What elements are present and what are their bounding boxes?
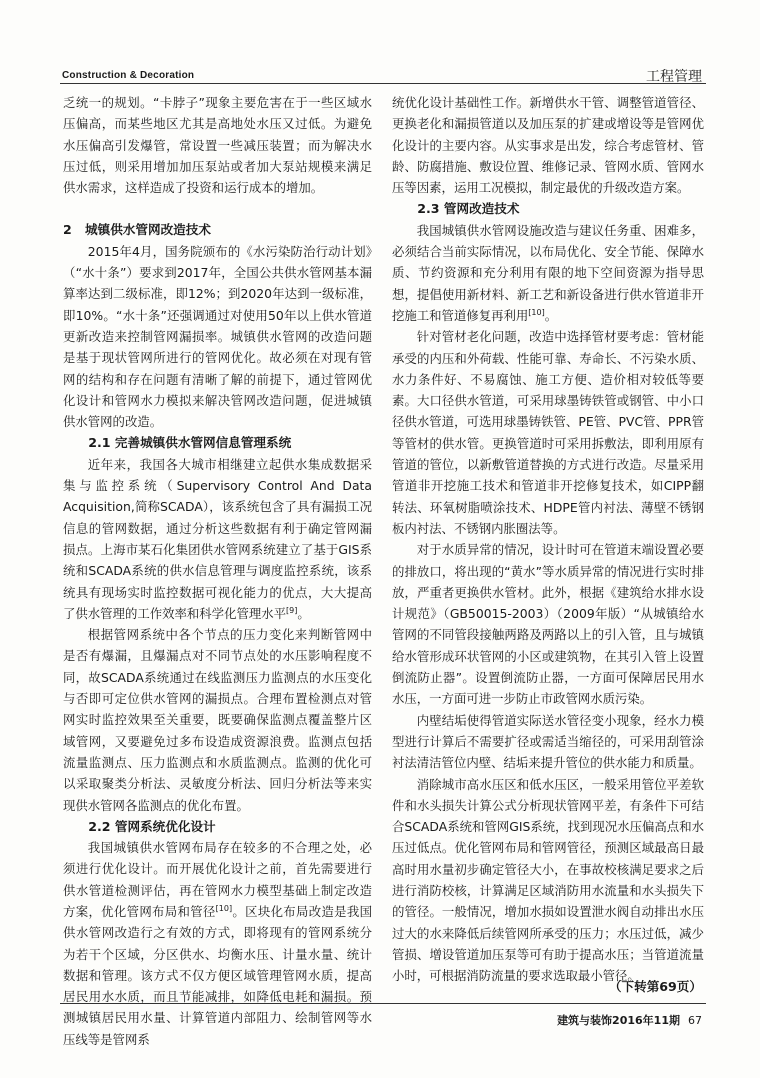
paragraph-text: 。 [297,605,310,621]
paragraph-text: 我国城镇供水管网布局存在较多的不合理之处，必须进行优化设计。而开展优化设计之前，首先需要进行供水管道检测评估，再在管网水力模型基础上制定改造方案，优化管网布局和管径 [63,840,372,919]
section-title: 工程管理 [646,69,702,85]
issue-info: 建筑与装饰2016年11期 [557,1014,680,1027]
section-number: 2 [63,222,72,238]
section-title-text: 城镇供水管网改造技术 [85,222,211,238]
paragraph: 乏统一的规划。“卡脖子”现象主要危害在于一些区域水压偏高，而某些地区尤其是高地处水压又过低。为避免水压偏高引发爆管，常设置一些减压装置；而为解决水压过低，则采用增加加压泵站或者加大泵站规模来满足供水需求，这样造成了投资和运行成本的增加。 [63,95,372,196]
citation: [10] [215,903,233,913]
paragraph: 2015年4月，国务院颁布的《水污染防治行动计划》（“水十条”）要求到2017年，全国公共供水管网基本漏算率达到二级标准，即12%；到2020年达到一级标准，即10%。“水十条”还强调通过对使用50年以上供水管道更新改造来控制管网漏损率。城镇供水管网的改造问题是基于现状管网所进行的管网优化。故必须在对现有管网的结构和存在问题有清晰了解的前提下，通过管网优化设计和管网水力模拟来解决管网改造问题，促进城镇供水管网的改造。 [63,243,372,430]
paragraph [392,220,704,326]
journal-english-name: Construction & Decoration [62,70,195,81]
citation: [9] [286,605,298,615]
footer-rule [60,1003,706,1004]
paragraph: 针对管材老化问题，改造中选择管材要考虑：管材能承受的内压和外荷载、性能可靠、寿命长、不污染水质、水力条件好、不易腐蚀、施工方便、造价相对较低等要素。大口径供水管道，可采用球墨铸铁管或钢管、中小口径供水管道，可选用球墨铸铁管、PE管、PVC管、PPR管等管材的供水管。更换管道时可采用拆敷法，即利用原有管道的管位，以新敷管道替换的方式进行改造。尽量采用管道非开挖施工技术和管道非开挖修复技术，如CIPP翻转法、环氧树脂喷涂技术、HDPE管内衬法、薄壁不锈钢板内衬法、不锈钢内胀圈法等。 [392,329,704,536]
paragraph [63,837,372,1050]
citation: [10] [528,307,545,317]
paragraph-text: 我国城镇供水管网设施改造与建议任务重、困难多，必须结合当前实际情况，以布局优化、安全节能、保障水质、节约资源和充分利用有限的地下空间资源为指导思想，提倡使用新材料、新工艺和新设备进行供水管道非开挖施工和管道修复再利用 [392,222,704,323]
continued-note: （下转第69页） [608,979,702,994]
paragraph: 内壁结垢使得管道实际送水管径变小现象，经水力模型进行计算后不需要扩径或需适当缩径的，可采用刮管涂衬法清洁管位内壁、结垢来提升管位的供水能力和质量。 [392,712,704,771]
left-column [63,92,372,1050]
paragraph-text: 。区块化布局改造是我国供水管网改造行之有效的方式，即将现有的管网系统分为若干个区域，分区供水、均衡水压、计量水量、统计数据和管理。该方式不仅方便区域管理管网水质，提高居民用水水质，而且节能减排，如降低电耗和漏损。预测城镇居民用水量、计算管道内部阻力、绘制管网等水压线等是管网系 [63,903,373,1047]
paragraph-text: 近年来，我国各大城市相继建立起供水集成数据采集与监控系统（Supervisory Control And Data Acquisition,简称SCADA），该系统包含了具有漏损工况信息的管网数据，通过分析这些数据有利于确定管网漏损点。上海市某石化集团供水管网系统建立了基于GIS系统和SCADA系统的供水信息管理与调度监控系统，该系统具有现场实时监控数据可视化能力的优点，大大提高了供水管理的工作效率和科学化管理水平 [63,456,372,621]
paragraph-text: 。 [544,307,558,323]
page-number: 67 [688,1014,702,1027]
paragraph: 根据管网系统中各个节点的压力变化来判断管网中是否有爆漏，且爆漏点对不同节点处的水压影响程度不同，故SCADA系统通过在线监测压力监测点的水压变化与否即可定位供水管网的漏损点。合理布置检测点对管网实时监控效果至关重要，既要确保监测点覆盖整片区域管网，又要避免过多布设造成资源浪费。监测点包括流量监测点、压力监测点和水质监测点。监测的优化可以采取聚类分析法、灵敏度分析法、回归分析法等来实现供水管网各监测点的优化布置。 [63,627,372,813]
subsection-heading: 2.1 完善城镇供水管网信息管理系统 [88,435,292,451]
paragraph: 统优化设计基础性工作。新增供水干管、调整管道管径、更换老化和漏损管道以及加压泵的扩建或增设等是管网优化设计的主要内容。从实事求是出发，综合考虑管材、管龄、防腐措施、敷设位置、维修记录、管网水质、管网水压等因素，运用工况模拟，制定最优的升级改造方案。 [392,95,704,196]
paragraph: 对于水质异常的情况，设计时可在管道末端设置必要的排放口，将出现的“黄水”等水质异常的情况进行实时排放，严重者更换供水管材。此外，根据《建筑给水排水设计规范》（GB50015-2003）（2009年版）“从城镇给水管网的不同管段接触两路及两路以上的引入管，且与城镇给水管形成环状管网的小区或建筑物，在其引入管上设置倒流防止器”。设置倒流防止器，一方面可保障居民用水水压，一方面可进一步防止市政管网水质污染。 [392,542,704,707]
subsection-heading: 2.3 管网改造技术 [417,201,520,217]
paragraph: 消除城市高水压区和低水压区，一般采用管位平差软件和水头损失计算公式分析现状管网平差，有条件下可结合SCADA系统和管网GIS系统，找到现况水压偏高点和水压过低点。优化管网布局和管网管径，预测区域最高日最高时用水量初步确定管径大小，在事故校核满足要求之后进行消防校核，计算满足区域消防用水流量和水头损失下的管径。一般情况，增加水损如设置泄水阀自动排出水压过大的水来降低后续管网所承受的压力；水压过低，减少管损、增设管道加压泵等可有助于提高水压；当管道流量小时，可根据消防流量的要求选取最小管径。 [392,776,704,984]
section-heading [63,219,372,240]
subsection-heading: 2.2 管网系统优化设计 [88,818,216,834]
header-rule [60,83,706,84]
paragraph [63,454,372,624]
right-column [392,92,704,986]
page-footer [557,1012,702,1028]
